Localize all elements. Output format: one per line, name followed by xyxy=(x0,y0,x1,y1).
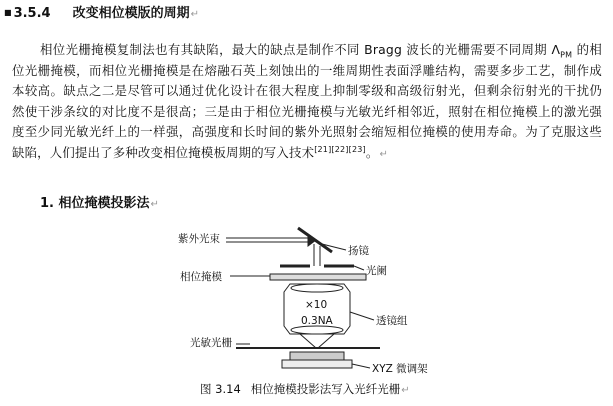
phase-mask-plate xyxy=(230,274,366,280)
caption-text: 相位掩模投影法写入光纤光栅 xyxy=(250,382,401,396)
label-xyz-stage: XYZ 微调架 xyxy=(372,363,428,375)
paragraph-mark: ↵ xyxy=(190,9,199,20)
section-number: 3.5.4 xyxy=(13,6,51,21)
label-numerical-aperture: 0.3NA xyxy=(301,315,333,327)
paragraph-subscript-pm: PM xyxy=(560,50,573,60)
paragraph-text-b: 的相位光栅掩模，而相位光栅掩模是在熔融石英上刻蚀出的一维周期性表面浮雕结构，需要多步工艺，制作成本较高。缺点之二是尽管可以通过优化设计在很大程度上抑制零级和高级衍射光，但剩余衍射光的干扰仍然使干涉条纹的对比度不是很高；三是由于相位光栅掩模与光敏光纤相邻近，照射在相位掩模上的激光强度至少同光敏光纤上的一样强，高强度和长时间的紫外光照射会缩短相位掩模的使用寿命。为了克服这些缺陷，人们提出了多种改变相位掩模板周期的写入技术 xyxy=(12,42,602,160)
label-scan-mirror: 扬镜 xyxy=(348,245,369,257)
section-title: 改变相位模版的周期 xyxy=(72,6,190,21)
paragraph-mark: ↵ xyxy=(401,385,410,396)
caption-label: 图 3.14 xyxy=(200,382,241,396)
scan-mirror-icon xyxy=(298,228,346,252)
down-beam xyxy=(314,244,320,266)
projection-diagram xyxy=(150,222,450,378)
paragraph-mark: ↵ xyxy=(379,148,389,160)
paragraph-mark: ↵ xyxy=(150,199,159,210)
section-heading xyxy=(4,2,199,21)
focus-cone xyxy=(300,334,334,348)
label-lens-group: 透镜组 xyxy=(376,315,408,327)
paragraph-text-end: 。 xyxy=(365,144,379,160)
body-paragraph xyxy=(12,40,602,166)
uv-beam xyxy=(226,234,316,246)
aperture-icon xyxy=(280,266,364,270)
figure-caption xyxy=(200,381,410,397)
label-magnification: ×10 xyxy=(305,299,328,311)
label-uv-beam: 紫外光束 xyxy=(178,233,220,245)
heading-bullet: ■ xyxy=(4,8,12,17)
label-fiber: 光敏光栅 xyxy=(190,337,232,349)
subsection-heading xyxy=(40,192,159,211)
label-phase-mask: 相位掩模 xyxy=(180,271,222,283)
xyz-stage-icon xyxy=(282,352,370,368)
paragraph-text-a: 相位光栅掩模复制法也有其缺陷，最大的缺点是制作不同 Bragg 波长的光栅需要不同周期 Λ xyxy=(40,42,561,57)
photosensitive-fiber xyxy=(236,344,380,348)
label-aperture: 光阑 xyxy=(366,265,387,277)
subsection-title: 1. 相位掩模投影法 xyxy=(40,196,150,211)
reference-citations[interactable]: [21][22][23] xyxy=(314,144,366,154)
